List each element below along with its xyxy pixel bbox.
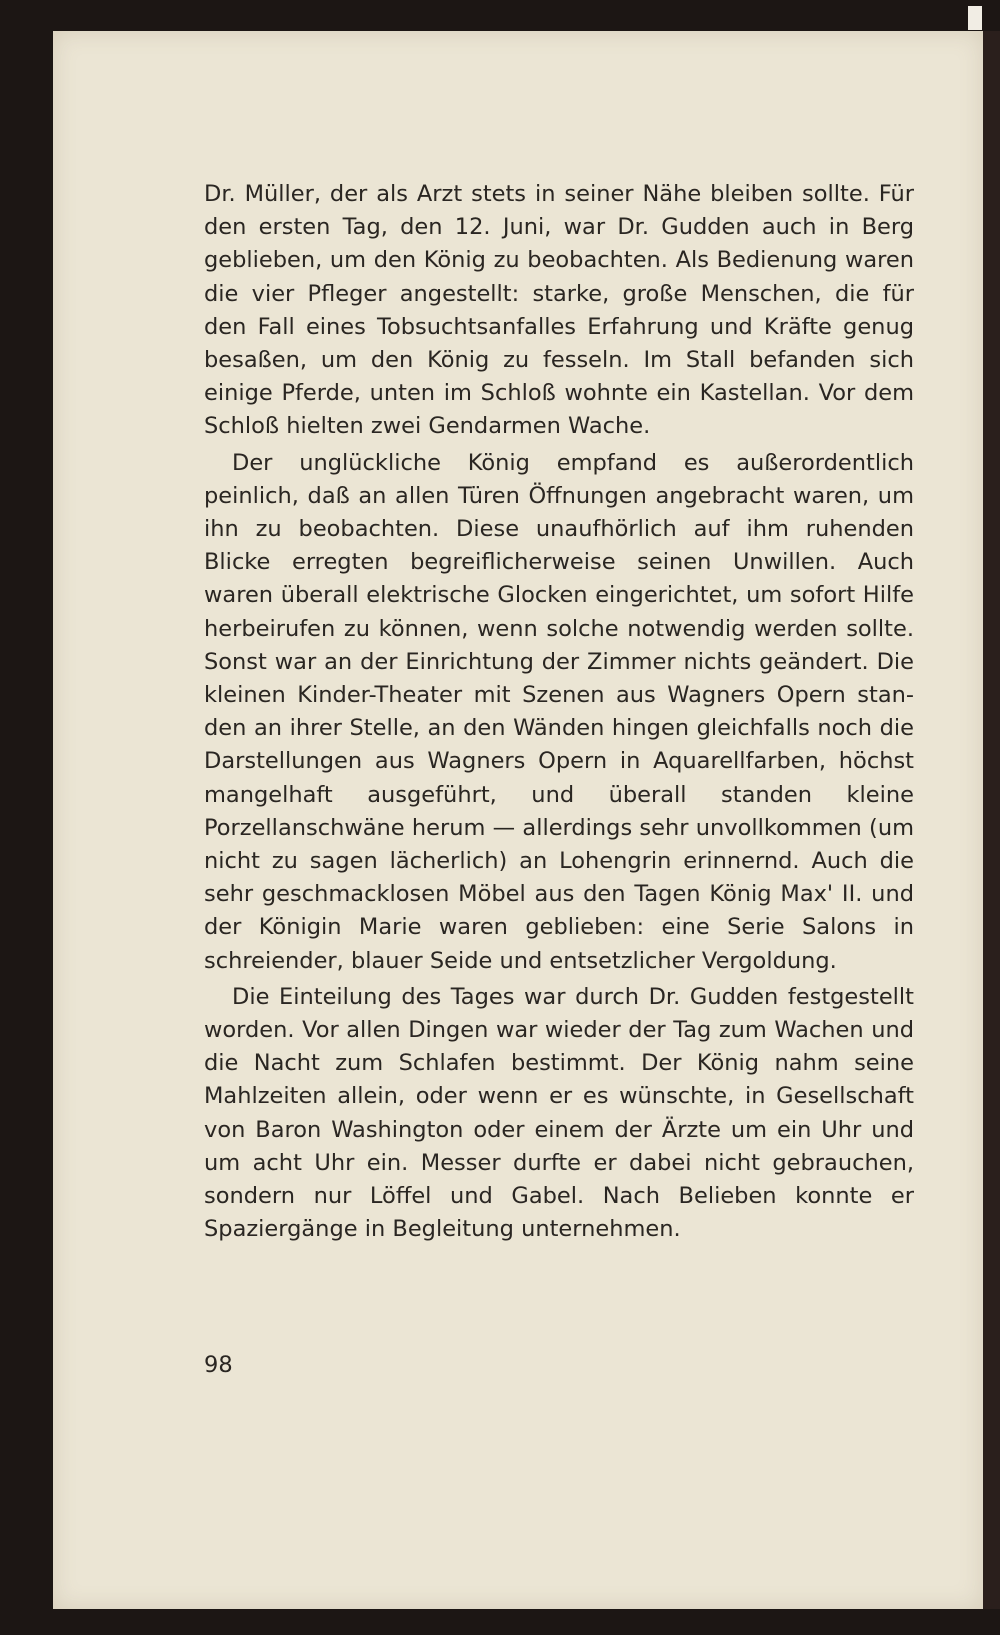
paragraph-3: Die Einteilung des Tages war durch Dr. Gudden festgestellt worden. Vor allen Dingen war wieder der Tag zum Wachen und die Nacht zum Schlafen bestimmt. Der König nahm seine Mahlzeiten allein, oder wenn er es wünschte, in Gesellschaft von Baron Washington oder einem der Ärzte um ein Uhr und um acht Uhr ein. Messer durfte er dabei nicht gebrauchen, sondern nur Löffel und Gabel. Nach Belieben konnte er Spaziergänge in Begleitung unternehmen. [204,983,914,1243]
body-text [204,178,914,1250]
corner-mark [968,6,982,30]
page-number: 98 [204,1352,233,1378]
page-edge [983,31,1000,1609]
paragraph-1: Dr. Müller, der als Arzt stets in seiner Nähe bleiben sollte. Für den ersten Tag, den 12. Juni, war Dr. Gudden auch in Berg geblieben, um den König zu beobachten. Als Bedienung waren die vier Pfleger angestellt: starke, große Menschen, die für den Fall eines Tobsuchtsanfalles Erfahrung und Kräfte genug besaßen, um den König zu fesseln. Im Stall befanden sich einige Pferde, unten im Schloß wohnte ein Kastellan. Vor dem Schloß hielten zwei Gendarmen Wache. [204,181,914,440]
paragraph-2: Der unglückliche König empfand es außerordentlich peinlich, daß an allen Türen Öffnungen angebracht waren, um ihn zu beobachten. Diese unaufhörlich auf ihm ruhenden Blicke erregten begreiflicherweise seinen Unwillen. Auch waren überall elektrische Glocken eingerichtet, um sofort Hilfe herbeirufen zu können, wenn solche notwendig werden sollte. Sonst war an der Einrichtung der Zimmer nichts geändert. Die kleinen Kinder-Theater mit Szenen aus Wagners Opern standen an ihrer Stelle, an den Wänden hingen gleichfalls noch die Darstellungen aus Wagners Opern in Aquarellfarben, höchst mangelhaft ausgeführt, und überall standen kleine Porzellanschwäne herum — allerdings sehr unvollkommen (um nicht zu sagen lächerlich) an Lohengrin erinnernd. Auch die sehr geschmacklosen Möbel aus den Tagen König Max' II. und der Königin Marie waren geblieben: eine Serie Salons in schreiender, blauer Seide und entsetzlicher Vergoldung. [204,449,914,974]
